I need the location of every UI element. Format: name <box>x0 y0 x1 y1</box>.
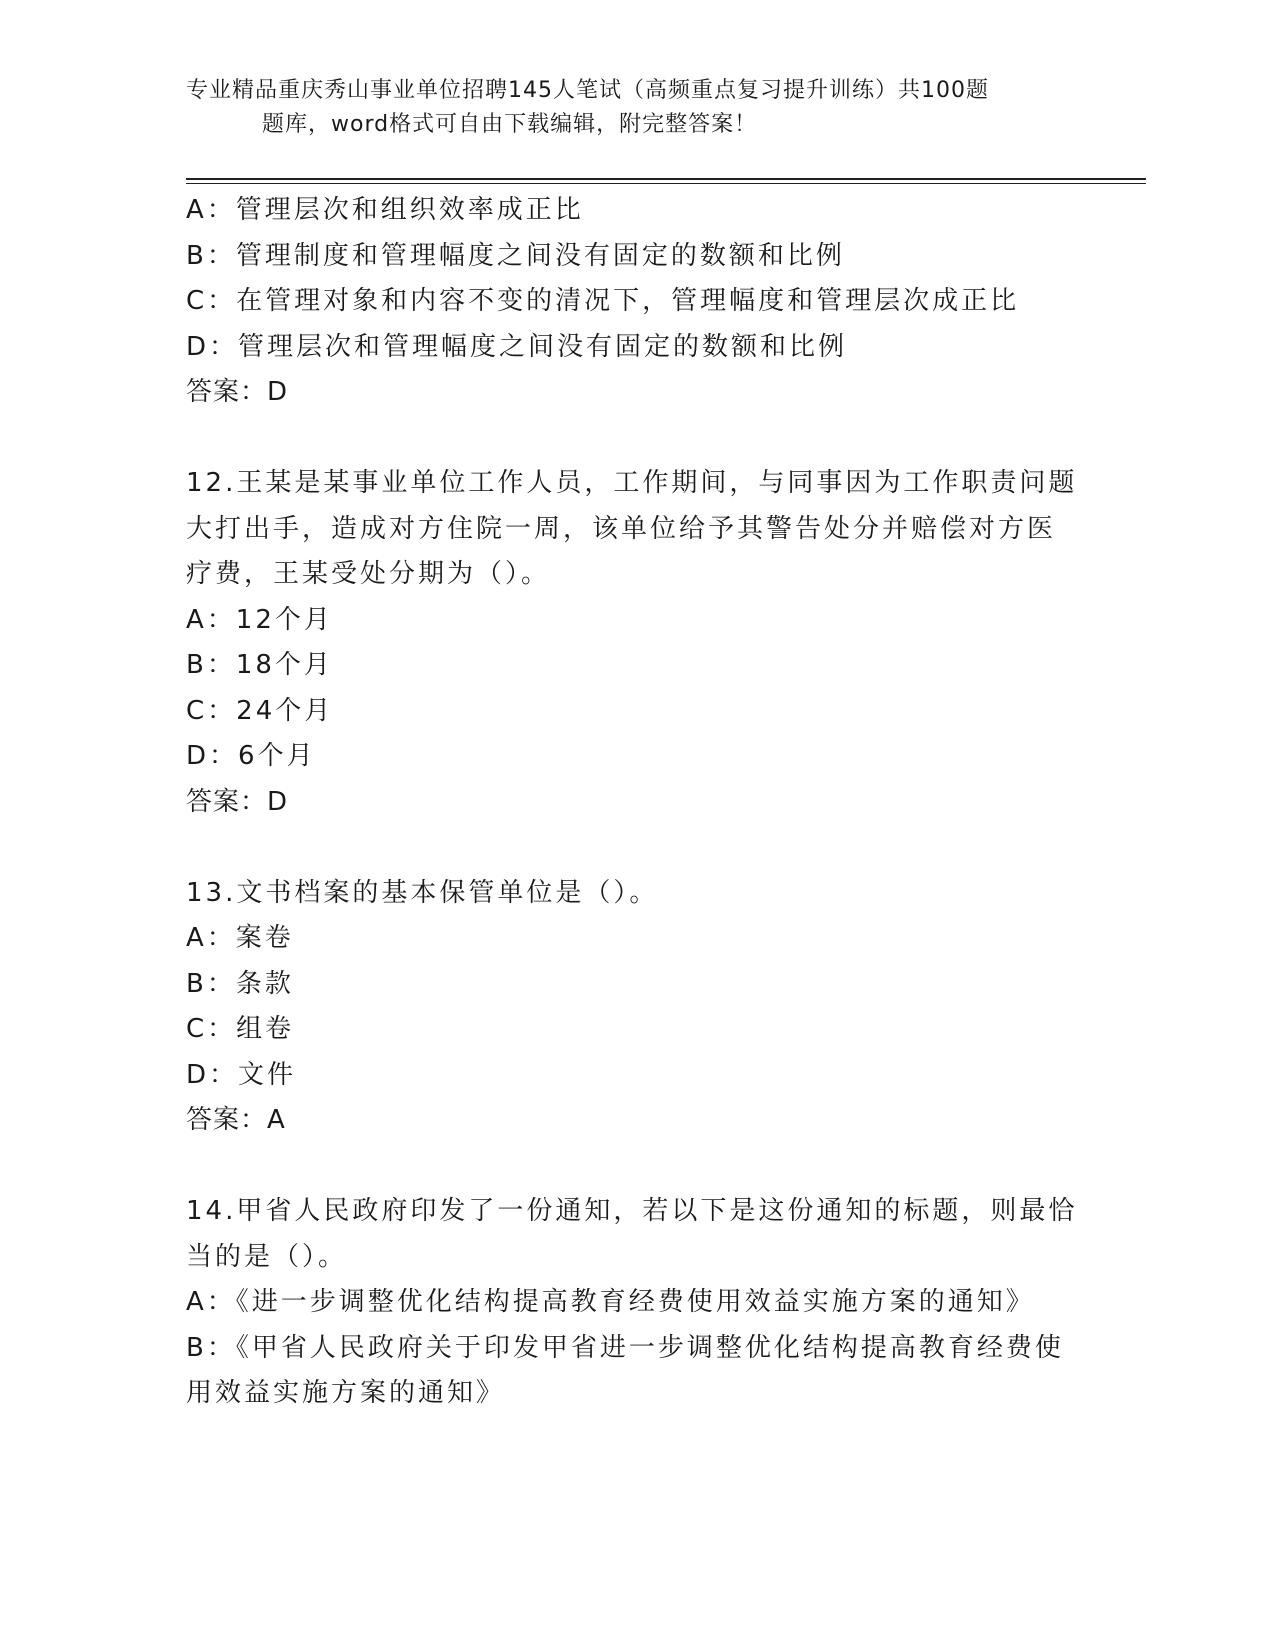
option-d: D：6个月 <box>186 741 316 771</box>
question-stem-line: 大打出手，造成对方住院一周，该单位给予其警告处分并赔偿对方医 <box>186 513 1057 544</box>
question-14 <box>186 1189 1086 1417</box>
answer: 答案：D <box>186 377 289 407</box>
answer: 答案：A <box>186 1105 286 1135</box>
question-stem-line: 14.甲省人民政府印发了一份通知，若以下是这份通知的标题，则最恰 <box>186 1196 1078 1226</box>
question-list <box>186 188 1086 1417</box>
spacer <box>186 1144 1086 1190</box>
option-d: D：管理层次和管理幅度之间没有固定的数额和比例 <box>186 331 848 362</box>
question-stem-line: 疗费，王某受处分期为（）。 <box>186 559 551 589</box>
header-divider-thick <box>186 178 1146 180</box>
option-c: C：在管理对象和内容不变的清况下，管理幅度和管理层次成正比 <box>186 286 1020 316</box>
option-b: B：条款 <box>186 968 294 999</box>
option-a: A：《进一步调整优化结构提高教育经费使用效益实施方案的通知》 <box>186 1287 1035 1317</box>
question-13 <box>186 871 1086 1144</box>
option-d: D：文件 <box>186 1059 297 1090</box>
option-a: A：案卷 <box>186 923 294 953</box>
header-title-line1: 专业精品重庆秀山事业单位招聘145人笔试（高频重点复习提升训练）共100题 <box>186 78 989 103</box>
option-c: C：24个月 <box>186 695 334 726</box>
header-divider-thin <box>186 183 1146 184</box>
option-b: B：管理制度和管理幅度之间没有固定的数额和比例 <box>186 240 845 271</box>
option-a: A：12个月 <box>186 604 333 635</box>
option-a: A：管理层次和组织效率成正比 <box>186 195 584 225</box>
question-12 <box>186 461 1086 825</box>
question-stem-line: 12.王某是某事业单位工作人员，工作期间，与同事因为工作职责问题 <box>186 468 1078 498</box>
spacer <box>186 825 1086 871</box>
option-b: B：《甲省人民政府关于印发甲省进一步调整优化结构提高教育经费使 <box>186 1332 1064 1363</box>
question-stem-line: 13.文书档案的基本保管单位是（）。 <box>186 877 659 908</box>
question-stem-line: 当的是（）。 <box>186 1241 348 1272</box>
option-b-continued: 用效益实施方案的通知》 <box>186 1378 506 1408</box>
option-c: C：组卷 <box>186 1014 295 1044</box>
spacer <box>186 416 1086 462</box>
question-11 <box>186 188 1086 416</box>
document-header <box>186 74 1066 142</box>
option-b: B：18个月 <box>186 650 333 680</box>
header-title-line2: 题库，word格式可自由下载编辑，附完整答案！ <box>262 112 758 137</box>
answer: 答案：D <box>186 786 289 817</box>
